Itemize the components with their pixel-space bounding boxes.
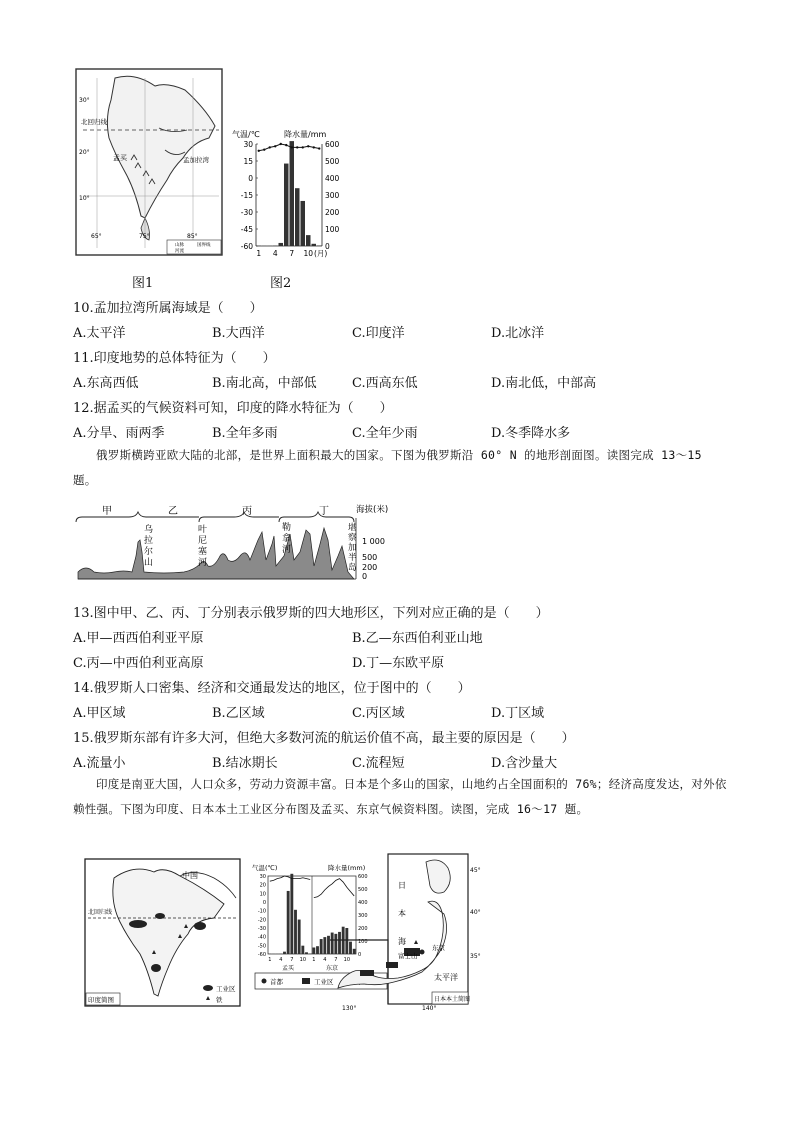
prec-tick-label: 500 xyxy=(325,157,340,166)
q15-option-c[interactable]: C.流程短 xyxy=(352,756,405,771)
precip-bar xyxy=(279,243,284,246)
q10-option-c[interactable]: C.印度洋 xyxy=(352,326,405,341)
mumbai-precip-bar xyxy=(298,920,301,954)
tokyo-precip-bar xyxy=(316,946,319,954)
month-tick-label: 10 xyxy=(303,249,314,258)
q14-option-a[interactable]: A.甲区域 xyxy=(73,706,126,721)
q15-option-a[interactable]: A.流量小 xyxy=(73,756,126,771)
dual-temp-tick: -60 xyxy=(257,952,266,958)
precip-bar xyxy=(301,201,306,246)
mumbai-month-tick: 7 xyxy=(290,957,294,963)
ural-mountains-label: 乌拉尔山 xyxy=(144,525,154,568)
temperature-point xyxy=(263,148,265,150)
tokyo-month-tick: 10 xyxy=(343,957,351,963)
legend-mountain: 山脉 xyxy=(175,243,184,248)
q10-option-b[interactable]: B.大西洋 xyxy=(212,326,265,341)
x-unit-label: (月) xyxy=(314,249,328,258)
q10-option-a[interactable]: A.太平洋 xyxy=(73,326,126,341)
temperature-point xyxy=(280,143,282,145)
india-japan-intro-paragraph: 印度是南亚大国，人口众多，劳动力资源丰富。日本是个多山的国家，山地约占全国面积的 76%；经济高度发达，对外依赖性强。下图为印度、日本本土工业区分布图及孟买、东京气候资料图。读图，完成 16～17 题。 xyxy=(73,777,727,816)
temp-tick-label: 0 xyxy=(248,174,253,183)
q11-option-c[interactable]: C.西高东低 xyxy=(352,376,418,391)
tick-500: 500 xyxy=(362,553,378,562)
dual-prec-tick: 600 xyxy=(358,874,368,880)
legend-industry-2: 工业区 xyxy=(314,978,334,986)
mumbai-precip-bar xyxy=(301,946,304,954)
mumbai-precip-bar xyxy=(283,952,286,954)
dual-prec-tick: 300 xyxy=(358,913,368,919)
kamchatka-label: 堪察加半岛 xyxy=(348,523,357,573)
fig2-caption: 图2 xyxy=(270,276,292,291)
india-map-title: 印度简图 xyxy=(88,996,114,1004)
dual-temp-tick: -30 xyxy=(257,926,266,932)
temperature-line xyxy=(259,144,320,151)
mumbai-precip-bar xyxy=(287,891,290,954)
mumbai-temp-line xyxy=(270,876,310,881)
figure-2-climate-chart xyxy=(230,128,360,263)
temperature-point xyxy=(258,150,260,152)
dual-prec-tick: 400 xyxy=(358,900,368,906)
bay-label: 孟加拉湾 xyxy=(183,156,209,164)
japan-map-title: 日本本土简图 xyxy=(434,996,471,1003)
yenisei-river-label: 叶尼塞河 xyxy=(198,525,208,568)
q12-option-c[interactable]: C.全年少雨 xyxy=(352,426,418,441)
temp-tick-label: 30 xyxy=(243,140,253,149)
q11-option-a[interactable]: A.东高西低 xyxy=(73,376,139,391)
month-tick-label: 7 xyxy=(289,249,295,258)
tokyo-label: 东京 xyxy=(432,944,445,952)
q10-option-d[interactable]: D.北冰洋 xyxy=(491,326,545,341)
q12-option-b[interactable]: B.全年多雨 xyxy=(212,426,278,441)
russia-terrain-profile xyxy=(74,500,404,584)
month-tick-label: 1 xyxy=(256,249,262,258)
dual-temp-tick: -20 xyxy=(257,917,266,924)
legend-river: 河流 xyxy=(175,249,184,254)
tokyo-month-tick: 7 xyxy=(334,957,338,963)
lat-45-label: 45° xyxy=(470,867,481,874)
mumbai-month-tick: 10 xyxy=(299,957,307,963)
tokyo-precip-bar xyxy=(320,939,323,954)
precip-bar xyxy=(312,244,317,246)
q11-option-d[interactable]: D.南北低，中部高 xyxy=(491,376,597,391)
dual-temp-tick: 30 xyxy=(259,874,266,880)
dual-prec-title: 降水量(mm) xyxy=(328,864,366,872)
q15-option-b[interactable]: B.结冰期长 xyxy=(212,756,278,771)
mumbai-precip-bar xyxy=(305,952,308,954)
q12-option-a[interactable]: A.分旱、雨两季 xyxy=(73,426,165,441)
q14-option-c[interactable]: C.丙区域 xyxy=(352,706,405,721)
legend-industry: 工业区 xyxy=(216,985,236,993)
region-ding: 丁 xyxy=(319,506,329,517)
dual-temp-tick: 20 xyxy=(259,882,266,889)
dual-prec-tick: 100 xyxy=(358,939,368,945)
legend-capital: 首都 xyxy=(270,978,283,986)
temperature-point xyxy=(302,146,304,148)
india-industry-map xyxy=(84,858,242,1008)
dual-temp-tick: -10 xyxy=(257,908,266,915)
q13-option-b[interactable]: B.乙—东西伯利亚山地 xyxy=(352,631,483,646)
temperature-point xyxy=(285,144,287,146)
temperature-point xyxy=(269,146,271,148)
mumbai-precip-bar xyxy=(294,910,297,954)
lon-85-label: 85° xyxy=(187,233,198,240)
dual-prec-tick: 0 xyxy=(358,952,362,958)
q10-stem: 10.孟加拉湾所属海域是（ ） xyxy=(73,301,263,316)
temp-tick-label: -30 xyxy=(240,208,253,217)
lon-75-label: 75° xyxy=(139,233,150,240)
temp-tick-label: -60 xyxy=(240,242,253,251)
tropic-label: 北回归线 xyxy=(81,118,107,126)
city-mumbai-label: 孟买 xyxy=(282,965,295,972)
mumbai-label: 孟买 xyxy=(113,154,127,162)
prec-tick-label: 400 xyxy=(325,174,340,183)
tick-0: 0 xyxy=(362,572,368,581)
tokyo-precip-bar xyxy=(312,948,315,955)
figure-1-india-map xyxy=(75,68,225,258)
q15-stem: 15.俄罗斯东部有许多大河，但绝大多数河流的航运价值不高，最主要的原因是（ ） xyxy=(73,731,575,746)
lat-20-label: 20° xyxy=(79,149,90,156)
precip-bar xyxy=(290,141,295,246)
precip-bar xyxy=(295,188,300,246)
tick-1000: 1 000 xyxy=(362,537,385,546)
q13-stem: 13.图中甲、乙、丙、丁分别表示俄罗斯的四大地形区，下列对应正确的是（ ） xyxy=(73,606,549,621)
legend-iron: 铁 xyxy=(216,996,223,1004)
precip-bar xyxy=(317,245,322,246)
tokyo-precip-bar xyxy=(323,937,326,954)
prec-tick-label: 300 xyxy=(325,191,340,200)
sea-label: 日本海 xyxy=(398,881,406,946)
temperature-point xyxy=(313,146,315,148)
q14-option-b[interactable]: B.乙区域 xyxy=(212,706,265,721)
temperature-point xyxy=(307,145,309,147)
prec-tick-label: 600 xyxy=(325,140,340,149)
legend-border: 国界线 xyxy=(197,243,211,248)
dual-temp-tick: 10 xyxy=(259,891,266,898)
lon-140-label: 140° xyxy=(422,1005,437,1010)
month-tick-label: 4 xyxy=(272,249,278,258)
q13-option-a[interactable]: A.甲—西西伯利亚平原 xyxy=(73,631,204,646)
q11-stem: 11.印度地势的总体特征为（ ） xyxy=(73,351,276,366)
lat-10-label: 10° xyxy=(79,195,90,202)
japan-industry-map xyxy=(330,852,485,1010)
tick-200: 200 xyxy=(362,563,378,572)
fig1-caption: 图1 xyxy=(132,276,154,291)
temperature-point xyxy=(291,146,293,148)
temp-axis-title: 气温/℃ xyxy=(232,130,260,139)
prec-tick-label: 100 xyxy=(325,225,340,234)
precip-bar xyxy=(284,164,289,246)
region-yi: 乙 xyxy=(168,506,178,517)
mumbai-precip-bar xyxy=(290,874,293,954)
tropic-label-bottom: 北回归线 xyxy=(88,909,113,916)
temp-tick-label: -15 xyxy=(240,191,253,200)
q14-option-d[interactable]: D.丁区域 xyxy=(491,706,545,721)
temp-tick-label: -45 xyxy=(240,225,253,234)
q13-option-c[interactable]: C.丙—中西伯利亚高原 xyxy=(73,656,204,671)
q15-option-d[interactable]: D.含沙量大 xyxy=(491,756,558,771)
temperature-point xyxy=(318,147,320,149)
region-jia: 甲 xyxy=(102,506,112,517)
dual-prec-tick: 500 xyxy=(358,887,368,893)
dual-temp-tick: -40 xyxy=(257,934,266,941)
q12-option-d[interactable]: D.冬季降水多 xyxy=(491,426,571,441)
q13-option-d[interactable]: D.丁—东欧平原 xyxy=(352,656,445,671)
dual-prec-tick: 200 xyxy=(358,926,368,932)
pacific-label: 太平洋 xyxy=(434,973,458,982)
prec-tick-label: 200 xyxy=(325,208,340,217)
lon-130-label: 130° xyxy=(342,1005,357,1010)
lon-65-label: 65° xyxy=(91,233,102,240)
q14-stem: 14.俄罗斯人口密集、经济和交通最发达的地区，位于图中的（ ） xyxy=(73,681,471,696)
dual-temp-title: 气温(℃) xyxy=(252,864,278,872)
mumbai-month-tick: 1 xyxy=(268,957,272,963)
lat-35-label: 35° xyxy=(470,953,481,960)
prec-axis-title: 降水量/mm xyxy=(284,130,327,139)
temperature-point xyxy=(274,145,276,147)
tokyo-month-tick: 1 xyxy=(312,957,316,963)
lat-40-label: 40° xyxy=(470,909,481,916)
china-label: 中国 xyxy=(182,871,198,880)
dual-temp-tick: 0 xyxy=(262,900,266,906)
city-tokyo-label: 东京 xyxy=(326,965,339,972)
temp-tick-label: 15 xyxy=(243,157,253,166)
profile-ylabel: 海拔(米) xyxy=(356,505,389,515)
russia-intro-paragraph: 俄罗斯横跨亚欧大陆的北部，是世界上面积最大的国家。下图为俄罗斯沿 60° N 的地形剖面图。读图完成 13～15 题。 xyxy=(73,448,702,487)
lena-river-label: 勒拿河 xyxy=(282,523,292,555)
mumbai-month-tick: 4 xyxy=(279,957,283,963)
temperature-point xyxy=(296,146,298,148)
q12-stem: 12.据孟买的气候资料可知，印度的降水特征为（ ） xyxy=(73,401,393,416)
region-bing: 丙 xyxy=(242,506,252,517)
prec-tick-label: 0 xyxy=(325,242,330,251)
fuji-label: 富士山 xyxy=(398,952,418,960)
dual-temp-tick: -50 xyxy=(257,943,266,950)
precip-bar xyxy=(306,235,311,246)
tokyo-month-tick: 4 xyxy=(323,957,327,963)
lat-30-label: 30° xyxy=(79,97,90,104)
q11-option-b[interactable]: B.南北高，中部低 xyxy=(212,376,317,391)
